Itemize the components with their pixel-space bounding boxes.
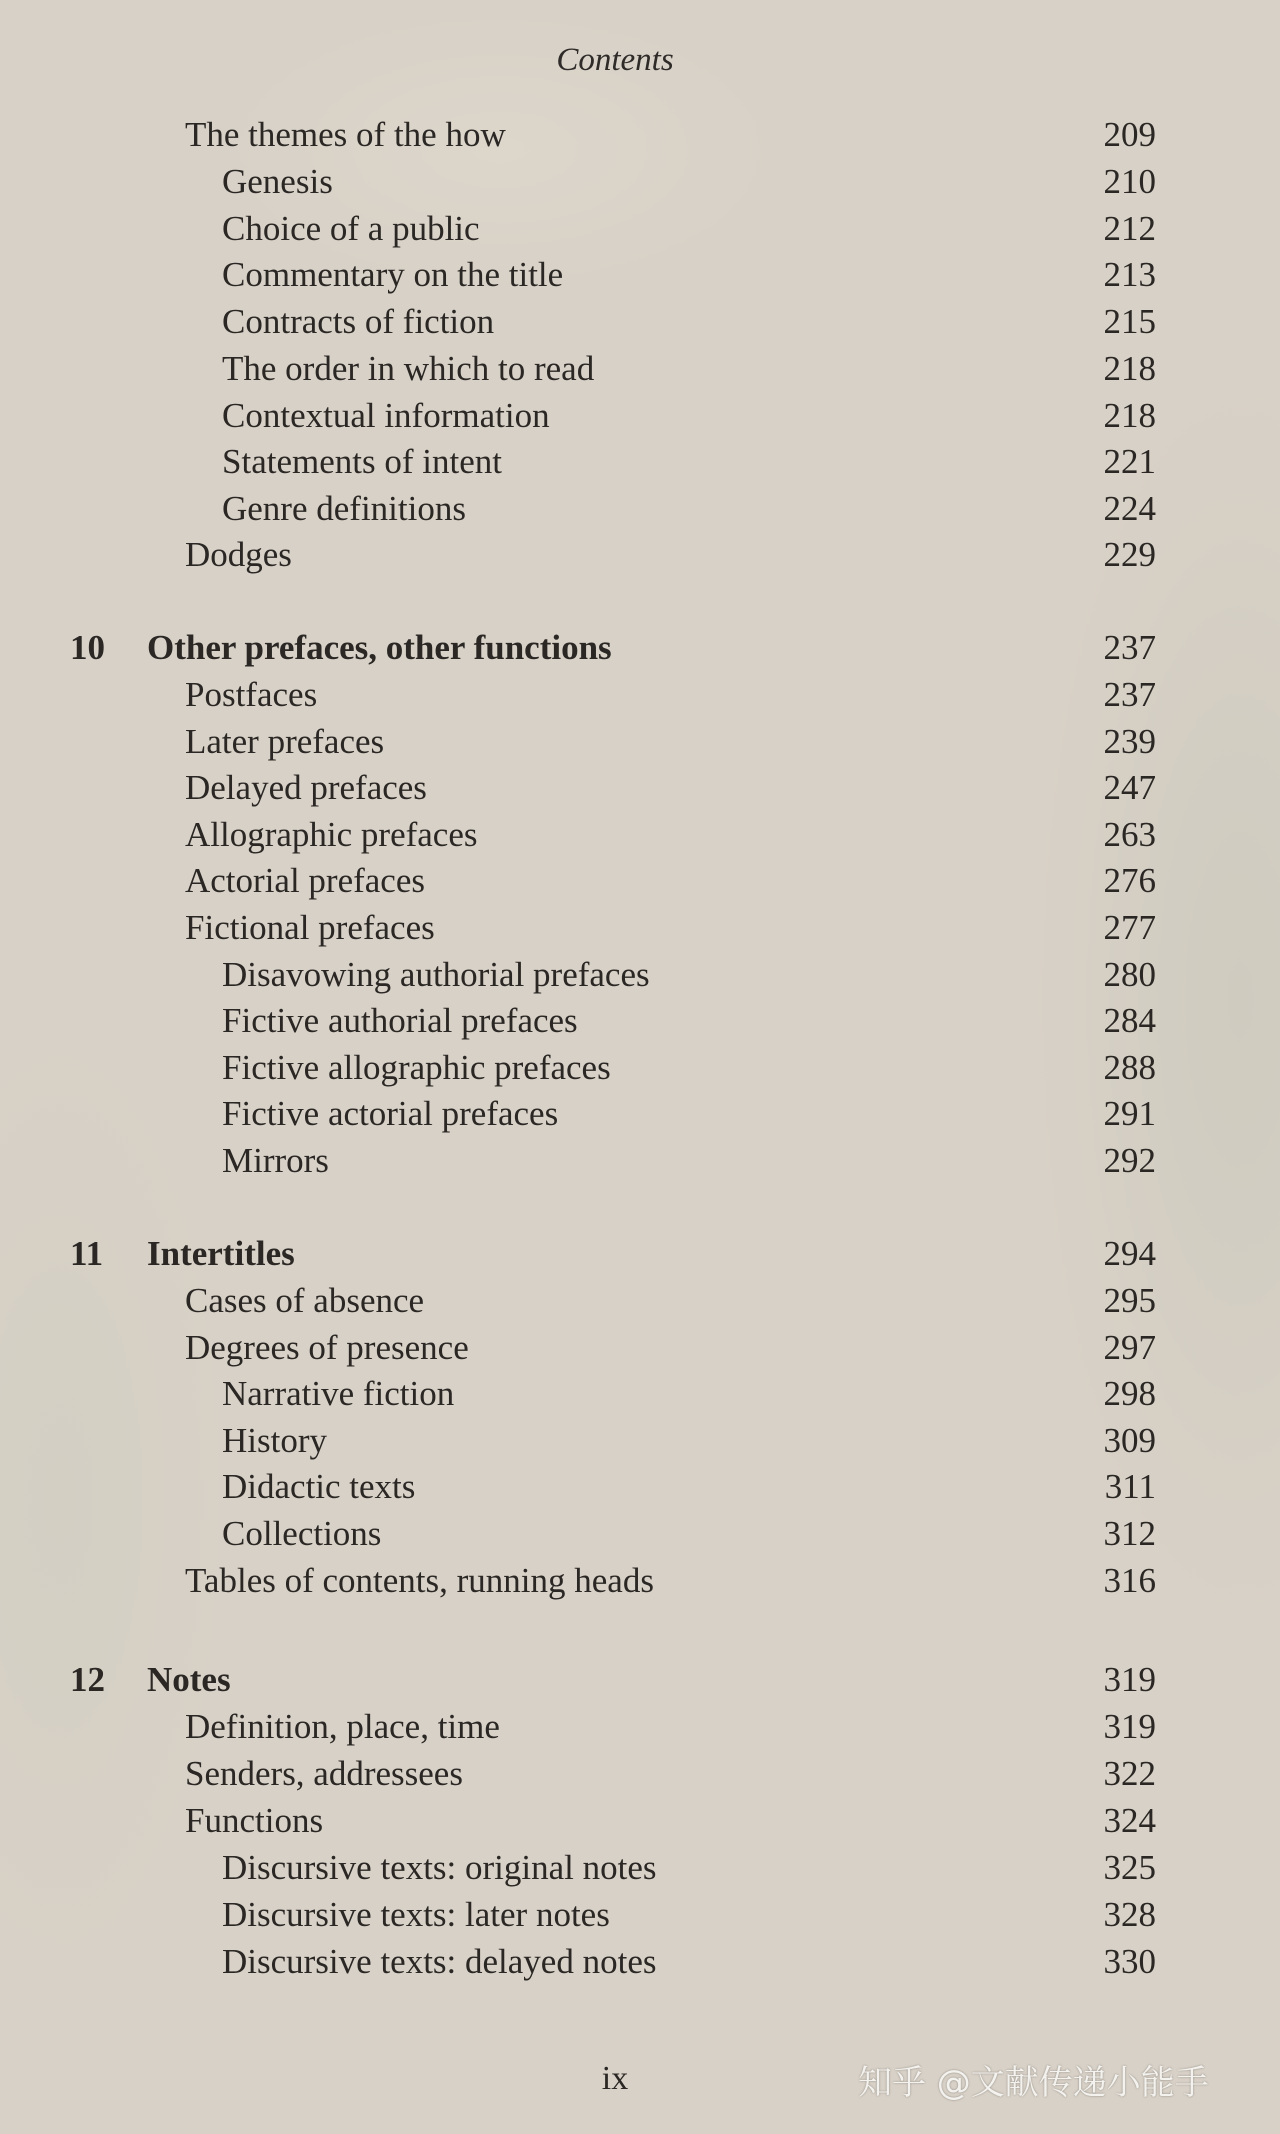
toc-entry-row [0, 1939, 1280, 1985]
toc-entry-title: Fictive allographic prefaces [222, 1048, 611, 1087]
toc-entry-title: Fictive authorial prefaces [222, 1001, 578, 1040]
toc-page-number: 221 [1103, 442, 1156, 481]
page-number: ix [601, 2060, 629, 2097]
toc-page-number: 209 [1103, 115, 1156, 154]
toc-entry-title: Contracts of fiction [222, 302, 495, 341]
toc-page-number: 237 [1103, 628, 1156, 667]
toc-page-number: 213 [1103, 255, 1156, 294]
toc-page-number: 324 [1103, 1801, 1156, 1840]
toc-entry-row [0, 346, 1280, 392]
toc-entry-row [0, 765, 1280, 811]
toc-chapter-row [0, 1657, 1280, 1703]
toc-page-number: 280 [1103, 955, 1156, 994]
toc-page-number: 298 [1103, 1374, 1156, 1413]
toc-entry-title: Tables of contents, running heads [185, 1561, 654, 1600]
toc-entry-title: Intertitles [147, 1234, 295, 1273]
toc-entry-title: Actorial prefaces [185, 861, 425, 900]
toc-entry-row [0, 393, 1280, 439]
toc-entry-row [0, 1325, 1280, 1371]
toc-entry-row [0, 112, 1280, 158]
toc-entry-row [0, 439, 1280, 485]
toc-entry-row [0, 1751, 1280, 1797]
toc-entry-row [0, 1418, 1280, 1464]
toc-entry-row [0, 1704, 1280, 1750]
toc-entry-row [0, 1464, 1280, 1510]
toc-entry-title: Postfaces [185, 675, 318, 714]
toc-chapter-row [0, 1231, 1280, 1277]
toc-entry-row [0, 1558, 1280, 1604]
toc-entry-row [0, 486, 1280, 532]
toc-entry-title: Allographic prefaces [185, 815, 478, 854]
toc-entry-row [0, 299, 1280, 345]
toc-entry-title: Contextual information [222, 396, 550, 435]
toc-entry-title: Notes [147, 1660, 231, 1699]
toc-entry-title: Narrative fiction [222, 1374, 455, 1413]
toc-entry-title: The themes of the how [185, 115, 506, 154]
toc-page-number: 276 [1103, 861, 1156, 900]
toc-entry-title: Genre definitions [222, 489, 466, 528]
chapter-number: 10 [70, 628, 105, 667]
toc-page-number: 229 [1103, 535, 1156, 574]
toc-entry-row [0, 1045, 1280, 1091]
toc-entry-title: Collections [222, 1514, 382, 1553]
toc-entry-row [0, 719, 1280, 765]
toc-entry-row [0, 1845, 1280, 1891]
toc-entry-row [0, 998, 1280, 1044]
toc-chapter-row [0, 625, 1280, 671]
toc-entry-title: Later prefaces [185, 722, 385, 761]
toc-entry-row [0, 1371, 1280, 1417]
toc-entry-title: Commentary on the title [222, 255, 564, 294]
toc-entry-row [0, 1798, 1280, 1844]
chapter-number: 12 [70, 1660, 105, 1699]
toc-entry-title: Genesis [222, 162, 333, 201]
toc-entry-title: Mirrors [222, 1141, 329, 1180]
toc-page-number: 319 [1103, 1707, 1156, 1746]
toc-page-number: 309 [1103, 1421, 1156, 1460]
toc-entry-title: Discursive texts: original notes [222, 1848, 657, 1887]
toc-page-number: 322 [1103, 1754, 1156, 1793]
toc-page-number: 212 [1103, 209, 1156, 248]
toc-entry-row [0, 672, 1280, 718]
toc-entry-title: Degrees of presence [185, 1328, 469, 1367]
toc-page-number: 284 [1103, 1001, 1156, 1040]
toc-entry-row [0, 812, 1280, 858]
toc-entry-title: Definition, place, time [185, 1707, 500, 1746]
toc-page-number: 312 [1103, 1514, 1156, 1553]
toc-entry-row [0, 1091, 1280, 1137]
toc-entry-row [0, 952, 1280, 998]
toc-page-number: 295 [1103, 1281, 1156, 1320]
toc-entry-title: Dodges [185, 535, 292, 574]
toc-page-number: 319 [1103, 1660, 1156, 1699]
toc-page-number: 239 [1103, 722, 1156, 761]
toc-entry-row [0, 1278, 1280, 1324]
toc-page-number: 277 [1103, 908, 1156, 947]
toc-page-number: 292 [1103, 1141, 1156, 1180]
toc-entry-title: Cases of absence [185, 1281, 425, 1320]
toc-page-number: 325 [1103, 1848, 1156, 1887]
toc-entry-row [0, 905, 1280, 951]
toc-entry-row [0, 159, 1280, 205]
toc-page-number: 210 [1103, 162, 1156, 201]
toc-entry-row [0, 532, 1280, 578]
toc-entry-title: The order in which to read [222, 349, 595, 388]
toc-entry-title: History [222, 1421, 327, 1460]
running-head: Contents [556, 42, 674, 78]
toc-entry-title: Senders, addressees [185, 1754, 463, 1793]
toc-page-number: 316 [1103, 1561, 1156, 1600]
toc-entry-title: Disavowing authorial prefaces [222, 955, 650, 994]
toc-page-number: 311 [1104, 1467, 1156, 1506]
toc-page-number: 294 [1103, 1234, 1156, 1273]
toc-entry-row [0, 1892, 1280, 1938]
toc-page-number: 263 [1103, 815, 1156, 854]
toc-entry-row [0, 1511, 1280, 1557]
toc-page-number: 288 [1103, 1048, 1156, 1087]
toc-page-number: 224 [1103, 489, 1156, 528]
toc-page-number: 297 [1103, 1328, 1156, 1367]
toc-entry-row [0, 206, 1280, 252]
toc-entry-title: Didactic texts [222, 1467, 416, 1506]
chapter-number: 11 [70, 1234, 104, 1273]
toc-entry-title: Statements of intent [222, 442, 502, 481]
toc-page-number: 215 [1103, 302, 1156, 341]
toc-entry-title: Discursive texts: later notes [222, 1895, 610, 1934]
toc-page-number: 218 [1103, 349, 1156, 388]
toc-entry-row [0, 858, 1280, 904]
toc-entry-title: Choice of a public [222, 209, 480, 248]
toc-page-number: 218 [1103, 396, 1156, 435]
toc-entry-title: Other prefaces, other functions [147, 628, 612, 667]
toc-page-number: 291 [1103, 1094, 1156, 1133]
toc-entry-row [0, 1138, 1280, 1184]
toc-entry-title: Discursive texts: delayed notes [222, 1942, 657, 1981]
toc-entry-title: Delayed prefaces [185, 768, 427, 807]
toc-page-number: 328 [1103, 1895, 1156, 1934]
toc-entry-title: Fictional prefaces [185, 908, 435, 947]
toc-page-number: 247 [1103, 768, 1156, 807]
toc-page-number: 330 [1103, 1942, 1156, 1981]
toc-entry-title: Functions [185, 1801, 324, 1840]
toc-page-number: 237 [1103, 675, 1156, 714]
toc-entry-title: Fictive actorial prefaces [222, 1094, 559, 1133]
toc-entry-row [0, 252, 1280, 298]
watermark: 知乎 @文献传递小能手 [858, 2063, 1209, 2103]
